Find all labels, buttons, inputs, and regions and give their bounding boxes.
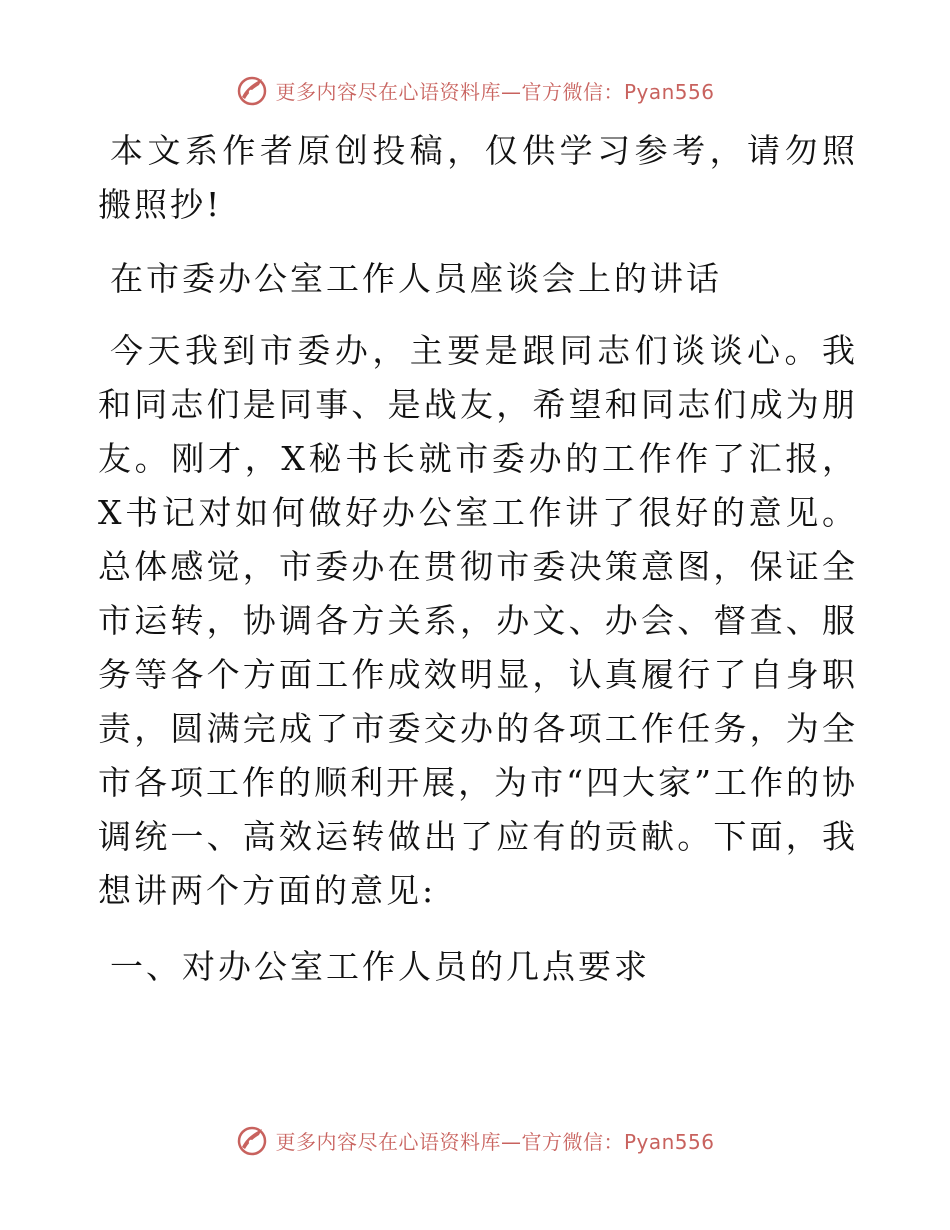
- watermark-group: [235, 1123, 714, 1157]
- pen-logo-icon: [235, 1123, 269, 1157]
- section-heading: 一、对办公室工作人员的几点要求: [110, 947, 650, 986]
- copyright-notice: 本文系作者原创投稿，仅供学习参考，请勿照搬照抄!: [98, 131, 858, 224]
- speech-title: 在市委办公室工作人员座谈会上的讲话: [110, 259, 722, 298]
- watermark-text: 更多内容尽在心语资料库—官方微信：Pyan556: [275, 79, 715, 104]
- pen-logo-icon: [235, 73, 269, 107]
- footer-watermark: [0, 1120, 950, 1160]
- watermark-group: [235, 73, 714, 107]
- body-paragraph: 今天我到市委办，主要是跟同志们谈谈心。我和同志们是同事、是战友，希望和同志们成为朋友。刚才，X秘书长就市委办的工作作了汇报，X书记对如何做好办公室工作讲了很好的意见。总体感觉，市委办在贯彻市委决策意图，保证全市运转，协调各方关系，办文、办会、督查、服务等各个方面工作成效明显，认真履行了自身职责，圆满完成了市委交办的各项工作任务，为全市各项工作的顺利开展，为市“四大家”工作的协调统一、高效运转做出了应有的贡献。下面，我想讲两个方面的意见:: [98, 331, 858, 910]
- header-watermark: [0, 70, 950, 110]
- watermark-text: 更多内容尽在心语资料库—官方微信：Pyan556: [275, 1129, 715, 1154]
- document-body: [98, 120, 858, 994]
